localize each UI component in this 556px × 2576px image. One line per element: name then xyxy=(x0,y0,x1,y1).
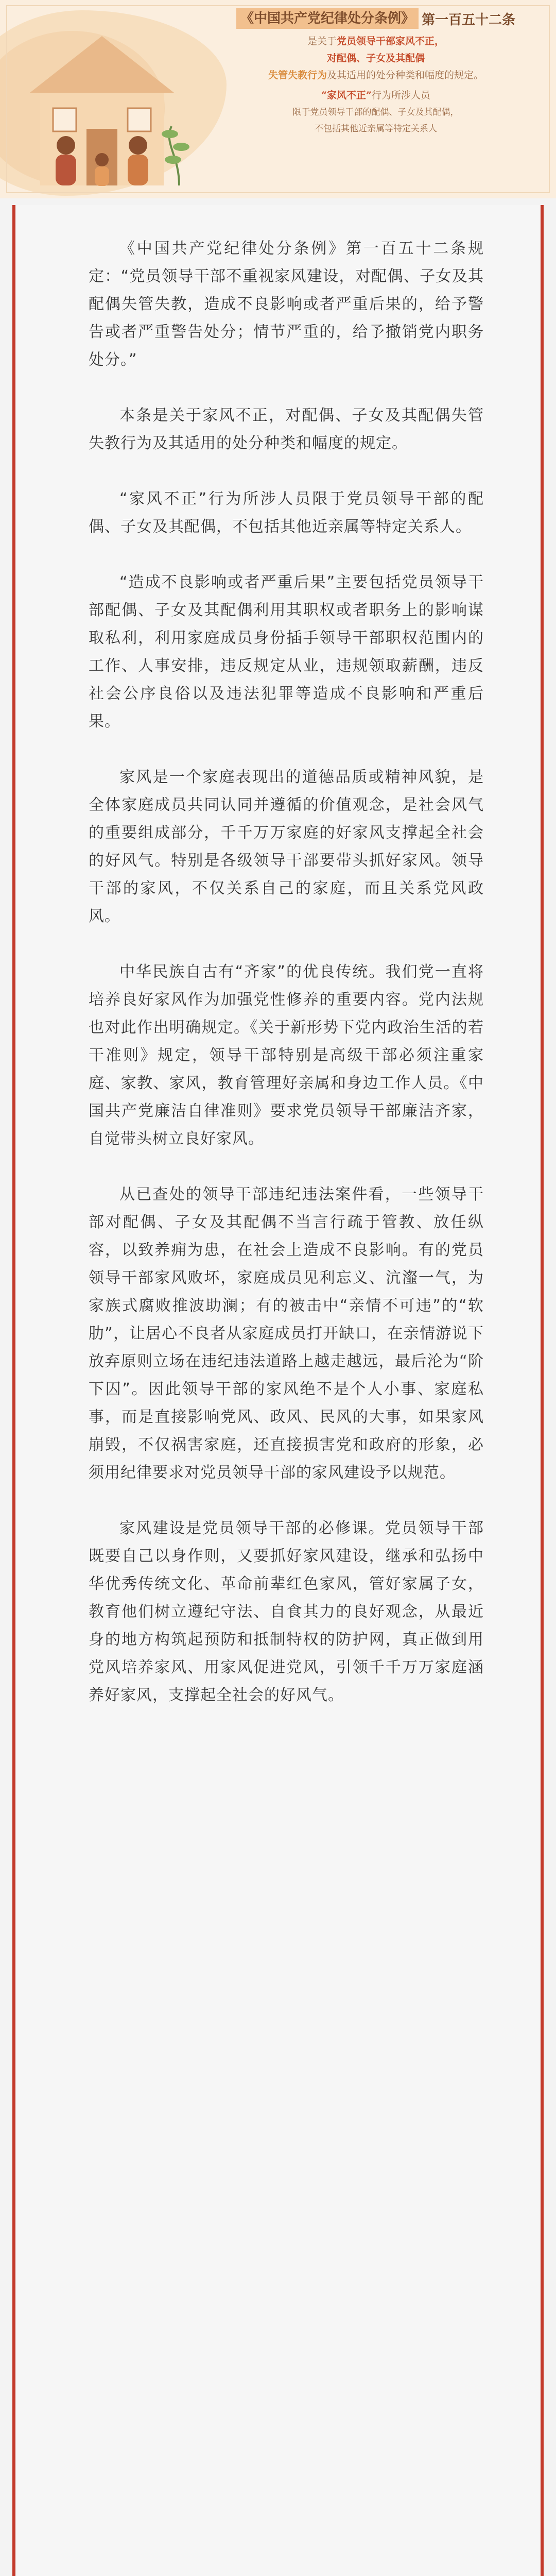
poster-line-4-post: 行为所涉人员 xyxy=(371,90,430,101)
article-paragraph-3: “家风不正”行为所涉人员限于党员领导干部的配偶、子女及其配偶，不包括其他近亲属等特定关系人。 xyxy=(89,490,484,536)
article-paragraph-4: “造成不良影响或者严重后果”主要包括党员领导干部配偶、子女及其配偶利用其职权或者职务上的影响谋取私利，利用家庭成员身份插手领导干部职权范围内的工作、人事安排，违反规定从业，违规领取薪酬，违反社会公序良俗以及违法犯罪等造成不良影响和严重后果。 xyxy=(89,573,484,731)
article-paragraph-8: 家风建设是党员领导干部的必修课。党员领导干部既要自己以身作则，又要抓好家风建设，继承和弘扬中华优秀传统文化、革命前辈红色家风，管好家属子女，教育他们树立遵纪守法、自食其力的良好观念，从最近身的地方构筑起预防和抵制特权的防护网，真正做到用党风培养家风、用家风促进党风，引领千千万万家庭涵养好家风，支撑起全社会的好风气。 xyxy=(89,1519,484,1704)
poster-line-4 xyxy=(206,87,546,104)
poster-title-highlight: 《中国共产党纪律处分条例》 xyxy=(236,8,419,29)
article-body xyxy=(89,235,484,1737)
article-paragraph-1: 《中国共产党纪律处分条例》第一百五十二条规定：“党员领导干部不重视家风建设，对配偶、子女及其配偶失管失教，造成不良影响或者严重后果的，给予警告或者严重警告处分；情节严重的，给予撤销党内职务处分。” xyxy=(89,240,484,369)
poster-line-2-strong: 对配偶、子女及其配偶 xyxy=(326,53,425,64)
poster-line-1 xyxy=(206,33,546,50)
poster-summary-lines xyxy=(206,33,546,137)
poster-line-3-post: 及其适用的处分种类和幅度的规定。 xyxy=(327,70,484,81)
poster-title xyxy=(236,8,515,29)
article-paragraph-5: 家风是一个家庭表现出的道德品质或精神风貌，是全体家庭成员共同认同并遵循的价值观念，是社会风气的重要组成部分，千千万万家庭的好家风支撑起全社会的好风气。特别是各级领导干部要带头抓好家风。领导干部的家风，不仅关系自己的家庭，而且关系党风政风。 xyxy=(89,768,484,925)
article-paragraph-6: 中华民族自古有“齐家”的优良传统。我们党一直将培养良好家风作为加强党性修养的重要内容。党内法规也对此作出明确规定。《关于新形势下党内政治生活的若干准则》规定，领导干部特别是高级干部必须注重家庭、家教、家风，教育管理好亲属和身边工作人员。《中国共产党廉洁自律准则》要求党员领导干部廉洁齐家，自觉带头树立良好家风。 xyxy=(89,963,484,1148)
poster-line-2 xyxy=(206,50,546,67)
article-paragraph-7: 从已查处的领导干部违纪违法案件看，一些领导干部对配偶、子女及其配偶不当言行疏于管教、放任纵容，以致养痈为患，在社会上造成不良影响。有的党员领导干部家风败坏，家庭成员见利忘义、沆瀣一气，为家族式腐败推波助澜；有的被击中“亲情不可违”的“软肋”，让居心不良者从家庭成员打开缺口，在亲情游说下放弃原则立场在违纪违法道路上越走越远，最后沦为“阶下囚”。因此领导干部的家风绝不是个人小事、家庭私事，而是直接影响党风、政风、民风的大事，如果家风崩毁，不仅祸害家庭，还直接损害党和政府的形象，必须用纪律要求对党员领导干部的家风建设予以规范。 xyxy=(89,1185,484,1482)
article-card xyxy=(12,205,544,2576)
poster-line-5: 限于党员领导干部的配偶、子女及其配偶， xyxy=(292,107,459,117)
poster-line-3-strong: 失管失教行为 xyxy=(268,70,327,81)
poster-title-article-number: 第一百五十二条 xyxy=(422,12,516,28)
header-poster xyxy=(0,0,556,198)
poster-line-1-pre: 是关于 xyxy=(307,36,337,47)
article-paragraph-2: 本条是关于家风不正，对配偶、子女及其配偶失管失教行为及其适用的处分种类和幅度的规定。 xyxy=(89,406,484,452)
poster-text-block xyxy=(206,8,546,137)
poster-line-6: 不包括其他近亲属等特定关系人 xyxy=(315,124,437,134)
poster-line-1-strong: 党员领导干部家风不正， xyxy=(337,36,445,47)
poster-line-4-strong: “家风不正” xyxy=(321,90,372,101)
poster-line-3 xyxy=(206,67,546,84)
